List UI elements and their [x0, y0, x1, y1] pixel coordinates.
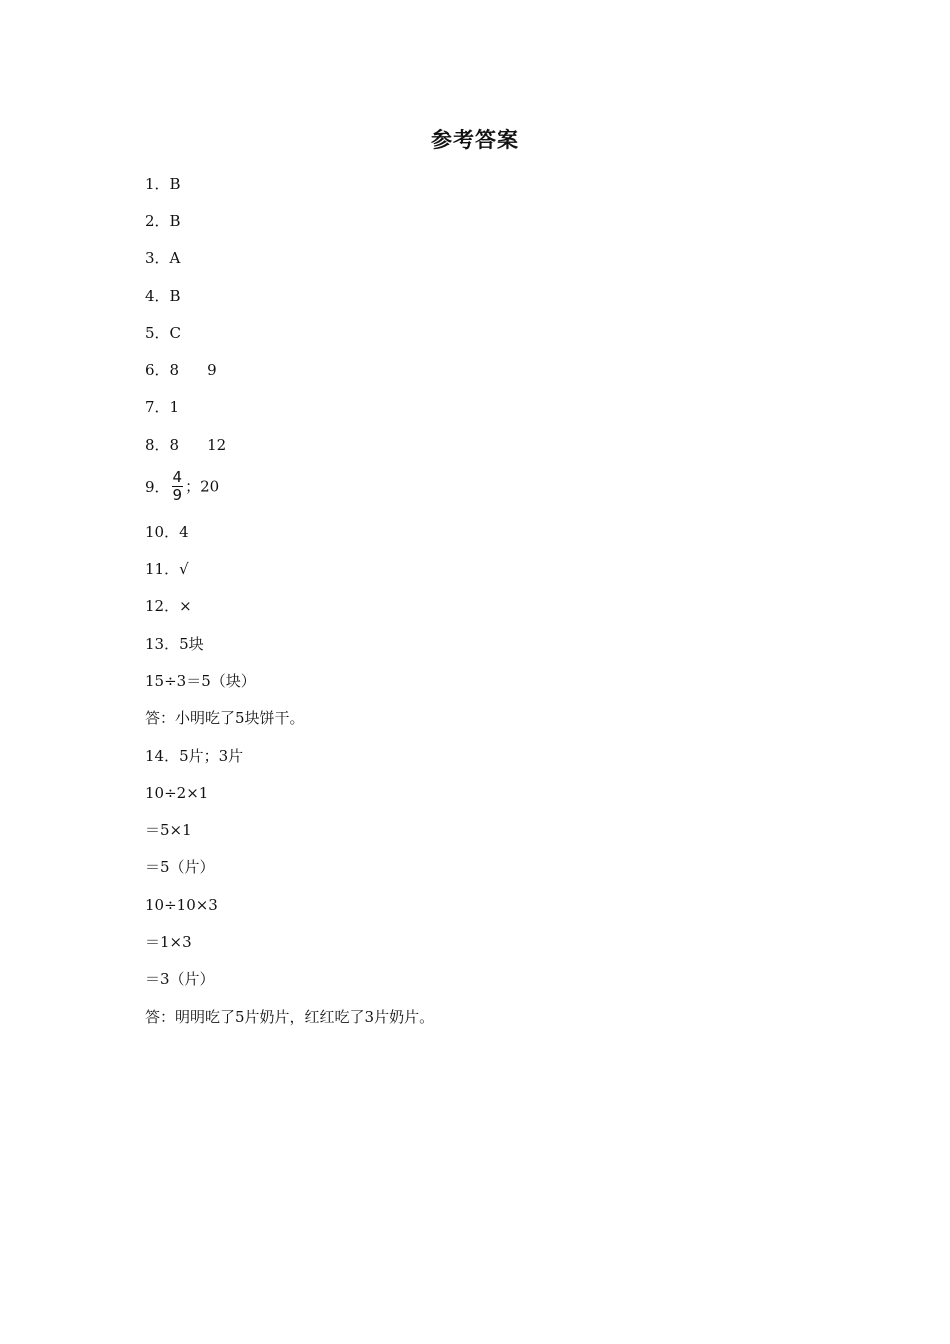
fraction	[172, 469, 184, 504]
answer-blank-b: 12	[207, 436, 227, 454]
answer-line-2	[145, 211, 181, 231]
answer-number: 9．	[145, 477, 170, 496]
answer-line-12	[145, 596, 192, 616]
answer-line-14	[145, 746, 243, 766]
answer-text: ×	[179, 597, 192, 615]
answer-blank-a: 8	[169, 436, 180, 454]
answer-text: A	[169, 249, 181, 267]
work-line: 10÷10×3	[145, 896, 218, 914]
answer-number: 10．	[145, 523, 180, 541]
answer-blank-a: 8	[169, 361, 180, 379]
answer-text: 1	[169, 398, 180, 416]
answer-line-6	[145, 360, 217, 380]
answer-blank-b: 9	[207, 361, 217, 379]
answer-statement: 答：小明吃了5块饼干。	[145, 709, 305, 727]
answer-text: B	[169, 287, 181, 305]
answer-text: B	[169, 175, 181, 193]
answer-text: 4	[179, 523, 189, 541]
answer-number: 5．	[145, 324, 170, 342]
fraction-numerator: 4	[172, 468, 183, 486]
answer-number: 11．	[145, 560, 180, 578]
answer-line-1	[145, 174, 181, 194]
answer-line-4	[145, 286, 181, 306]
work-line: ＝5（片）	[145, 858, 215, 876]
answer-number: 1．	[145, 175, 170, 193]
answer-line-7	[145, 397, 179, 417]
answer-line-8	[145, 435, 226, 455]
answer-line-3	[145, 248, 180, 268]
answer-statement: 答：明明吃了5片奶片，红红吃了3片奶片。	[145, 1008, 435, 1026]
answer-number: 2．	[145, 212, 170, 230]
answer-number: 13．	[145, 635, 180, 653]
work-line: ＝3（片）	[145, 970, 215, 988]
fraction-denominator: 9	[172, 486, 183, 504]
answer-text: 5片；3片	[179, 747, 244, 765]
answer-text: B	[169, 212, 181, 230]
answer-number: 14．	[145, 747, 180, 765]
answer-number: 6．	[145, 361, 170, 379]
answer-number: 7．	[145, 398, 170, 416]
work-line: ＝1×3	[145, 933, 192, 951]
page-title: 参考答案	[431, 128, 519, 152]
answer-text: 5块	[179, 635, 204, 653]
answer-line-9	[145, 469, 219, 504]
work-line: 15÷3＝5（块）	[145, 672, 256, 690]
answer-number: 4．	[145, 287, 170, 305]
answer-line-13	[145, 634, 204, 654]
answer-line-11	[145, 559, 189, 579]
answer-text: C	[169, 324, 182, 342]
answer-line-10	[145, 522, 189, 542]
work-line: 10÷2×1	[145, 784, 209, 802]
answer-number: 8．	[145, 436, 170, 454]
answer-text: √	[179, 560, 189, 578]
answer-text: ；20	[185, 477, 220, 496]
answer-number: 3．	[145, 249, 170, 267]
answer-line-5	[145, 323, 181, 343]
answer-number: 12．	[145, 597, 180, 615]
work-line: ＝5×1	[145, 821, 192, 839]
